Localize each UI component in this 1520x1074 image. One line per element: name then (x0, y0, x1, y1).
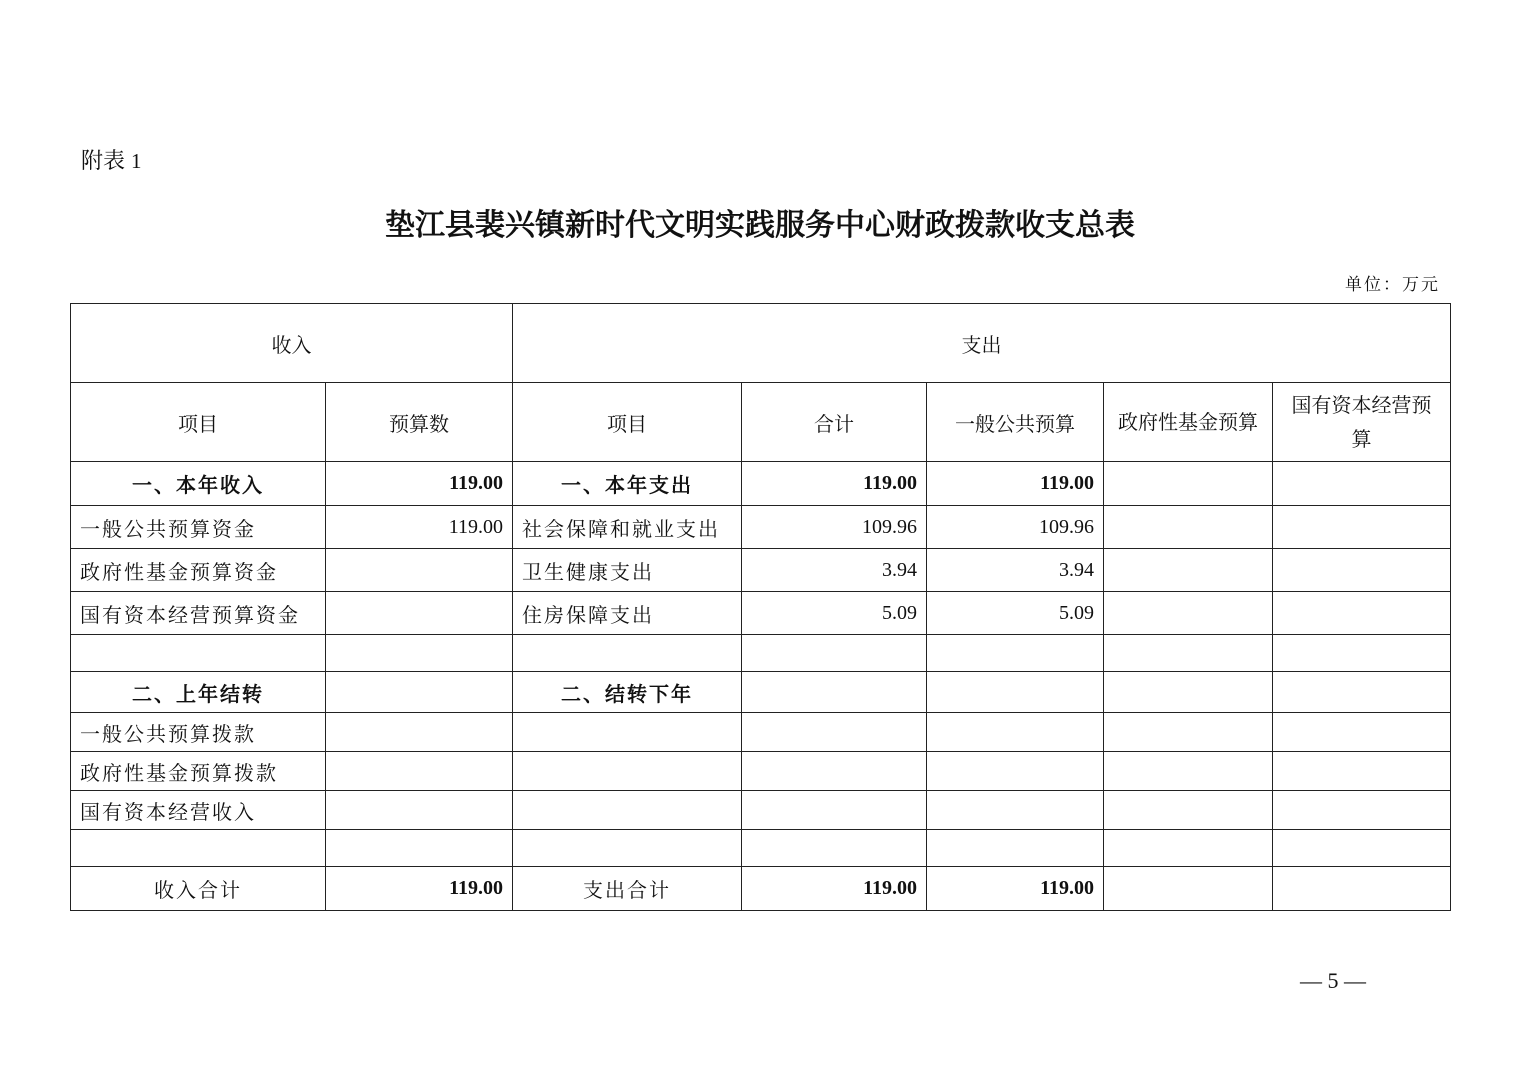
income-item: 一般公共预算拨款 (71, 713, 326, 752)
expense-item (513, 752, 742, 791)
general-budget-amount (927, 830, 1104, 867)
income-item (71, 635, 326, 672)
expense-item (513, 830, 742, 867)
table-row (71, 462, 1451, 506)
expense-total (742, 672, 927, 713)
state-capital-amount (1273, 672, 1451, 713)
income-item-header: 项目 (71, 383, 326, 462)
table-row (71, 791, 1451, 830)
income-section-title: 一、本年收入 (71, 462, 326, 506)
income-section-title: 二、上年结转 (71, 672, 326, 713)
expense-item (513, 791, 742, 830)
expense-total (742, 752, 927, 791)
expense-total: 3.94 (742, 549, 927, 592)
general-budget-amount (927, 791, 1104, 830)
general-budget-amount: 119.00 (927, 867, 1104, 911)
expense-total (742, 635, 927, 672)
table-total-row (71, 867, 1451, 911)
state-capital-amount (1273, 830, 1451, 867)
table-group-header-row (71, 304, 1451, 383)
income-item: 国有资本经营预算资金 (71, 592, 326, 635)
state-capital-amount (1273, 635, 1451, 672)
income-amount (326, 830, 513, 867)
table-row (71, 506, 1451, 549)
table-row (71, 752, 1451, 791)
income-total-label: 收入合计 (71, 867, 326, 911)
income-total-amount: 119.00 (326, 867, 513, 911)
general-budget-amount: 109.96 (927, 506, 1104, 549)
income-item: 国有资本经营收入 (71, 791, 326, 830)
income-amount (326, 791, 513, 830)
expense-section-title: 一、本年支出 (513, 462, 742, 506)
state-capital-amount (1273, 791, 1451, 830)
budget-table (70, 303, 1451, 911)
expense-total: 109.96 (742, 506, 927, 549)
table-row (71, 713, 1451, 752)
income-item (71, 830, 326, 867)
general-budget-amount: 3.94 (927, 549, 1104, 592)
income-item: 一般公共预算资金 (71, 506, 326, 549)
table-row (71, 549, 1451, 592)
annex-number: 1 (131, 149, 142, 173)
state-capital-amount (1273, 549, 1451, 592)
expense-total (742, 830, 927, 867)
gov-fund-amount (1104, 462, 1273, 506)
gov-fund-amount (1104, 592, 1273, 635)
income-item: 政府性基金预算拨款 (71, 752, 326, 791)
expense-total-header: 合计 (742, 383, 927, 462)
income-amount (326, 713, 513, 752)
state-capital-amount (1273, 462, 1451, 506)
income-amount: 119.00 (326, 506, 513, 549)
general-budget-amount: 119.00 (927, 462, 1104, 506)
state-capital-amount (1273, 752, 1451, 791)
expense-total: 119.00 (742, 462, 927, 506)
expense-group-header: 支出 (513, 304, 1451, 383)
expense-item-header: 项目 (513, 383, 742, 462)
expense-item (513, 713, 742, 752)
table-row (71, 672, 1451, 713)
income-amount (326, 635, 513, 672)
gov-fund-budget-header: 政府性基金预算 (1104, 383, 1273, 462)
expense-total: 119.00 (742, 867, 927, 911)
income-amount (326, 592, 513, 635)
general-budget-amount (927, 713, 1104, 752)
gov-fund-amount (1104, 713, 1273, 752)
expense-section-title: 二、结转下年 (513, 672, 742, 713)
income-budget-header: 预算数 (326, 383, 513, 462)
expense-item: 住房保障支出 (513, 592, 742, 635)
state-capital-amount (1273, 506, 1451, 549)
general-budget-header: 一般公共预算 (927, 383, 1104, 462)
gov-fund-amount (1104, 867, 1273, 911)
gov-fund-amount (1104, 672, 1273, 713)
state-capital-amount (1273, 592, 1451, 635)
gov-fund-amount (1104, 635, 1273, 672)
unit-label: 单位：万元 (1345, 275, 1440, 295)
state-capital-amount (1273, 867, 1451, 911)
annex-label (81, 144, 142, 175)
table-row-empty (71, 830, 1451, 867)
gov-fund-amount (1104, 752, 1273, 791)
income-amount: 119.00 (326, 462, 513, 506)
gov-fund-amount (1104, 830, 1273, 867)
state-capital-amount (1273, 713, 1451, 752)
expense-item: 卫生健康支出 (513, 549, 742, 592)
general-budget-amount (927, 752, 1104, 791)
expense-total (742, 713, 927, 752)
table-row (71, 592, 1451, 635)
expense-item: 社会保障和就业支出 (513, 506, 742, 549)
expense-total (742, 791, 927, 830)
table-row-empty (71, 635, 1451, 672)
general-budget-amount: 5.09 (927, 592, 1104, 635)
expense-total: 5.09 (742, 592, 927, 635)
gov-fund-amount (1104, 549, 1273, 592)
expense-item (513, 635, 742, 672)
gov-fund-amount (1104, 506, 1273, 549)
state-capital-budget-header: 国有资本经营预算 (1273, 383, 1451, 462)
page-number: — 5 — (1300, 968, 1366, 993)
income-amount (326, 672, 513, 713)
general-budget-amount (927, 672, 1104, 713)
expense-total-label: 支出合计 (513, 867, 742, 911)
income-amount (326, 752, 513, 791)
annex-text: 附表 (81, 149, 126, 174)
table-column-header-row (71, 383, 1451, 462)
income-amount (326, 549, 513, 592)
income-group-header: 收入 (71, 304, 513, 383)
income-item: 政府性基金预算资金 (71, 549, 326, 592)
document-title: 垫江县裴兴镇新时代文明实践服务中心财政拨款收支总表 (385, 208, 1135, 243)
general-budget-amount (927, 635, 1104, 672)
gov-fund-amount (1104, 791, 1273, 830)
